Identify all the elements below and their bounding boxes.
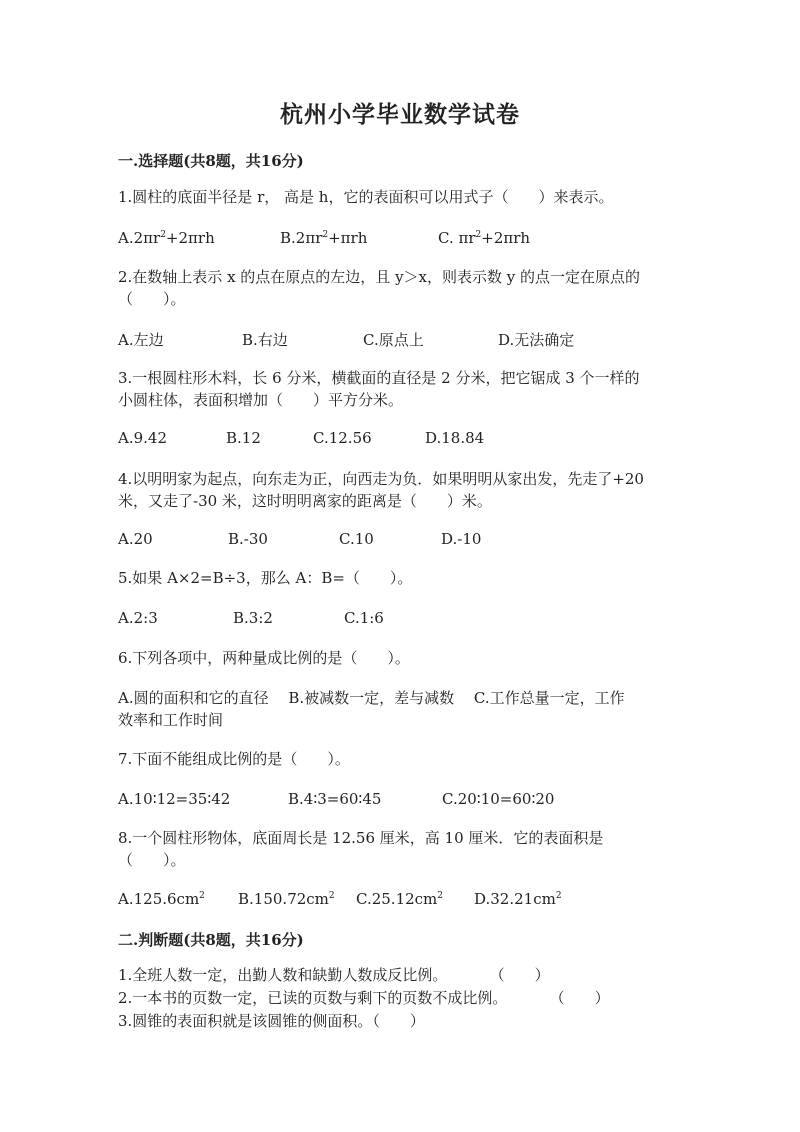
question-6-stem: 6.下列各项中，两种量成比例的是（ ）。 [118, 649, 410, 667]
question-8-option-d: $D.32.21cm^2$ [474, 890, 562, 908]
page-title: 杭州小学毕业数学试卷 [280, 101, 520, 128]
question-4-option-a: A.20 [118, 530, 153, 548]
question-8-option-c: $C.25.12cm^2$ [356, 890, 444, 908]
question-1-option-a: $A.2\pi r^2+2\pi rh$ [118, 229, 215, 247]
question-8-stem-line-1: 8.一个圆柱形物体，底面周长是 12.56 厘米，高 10 厘米．它的表面积是 [118, 829, 604, 847]
question-4-option-d: D.-10 [441, 530, 482, 548]
question-2-stem-line-1: 2.在数轴上表示 x 的点在原点的左边，且 y＞x，则表示数 y 的点一定在原点的 [118, 268, 641, 286]
question-3-option-a: A.9.42 [118, 429, 167, 447]
section-heading-choice: 一.选择题(共8题，共16分) [118, 152, 304, 170]
question-8-option-b: $B.150.72cm^2$ [238, 890, 335, 908]
question-7-option-c: C.20∶10=60∶20 [442, 790, 555, 808]
question-4-stem-line-2: 米，又走了-30 米，这时明明离家的距离是（ ）米。 [118, 492, 492, 510]
question-5-option-b: B.3:2 [233, 609, 273, 627]
question-7-stem: 7.下面不能组成比例的是（ ）。 [118, 750, 350, 768]
question-3-stem-line-1: 3.一根圆柱形木料，长 6 分米，横截面的直径是 2 分米，把它锯成 3 个一样的 [118, 369, 640, 387]
question-3-option-d: D.18.84 [425, 429, 485, 447]
question-4-option-c: C.10 [339, 530, 374, 548]
question-1-option-c: C. $\pi r^2+2\pi rh$ [438, 229, 531, 247]
question-6-options-line-2: 效率和工作时间 [118, 711, 224, 729]
question-5-option-c: C.1:6 [344, 609, 384, 627]
question-2-option-c: C.原点上 [363, 331, 424, 349]
judgment-1: 1.全班人数一定，出勤人数和缺勤人数成反比例。 （ ） [118, 966, 550, 984]
question-3-stem-line-2: 小圆柱体，表面积增加（ ）平方分米。 [118, 391, 404, 409]
question-6-options-line-1: A.圆的面积和它的直径 B.被减数一定，差与减数 C.工作总量一定，工作 [118, 689, 625, 707]
question-1-stem: 1.圆柱的底面半径是 r， 高是 h，它的表面积可以用式子（ ）来表示。 [118, 188, 614, 206]
judgment-2: 2.一本书的页数一定，已读的页数与剩下的页数不成比例。 （ ） [118, 989, 610, 1007]
question-8-stem-line-2: （ ）。 [118, 851, 186, 869]
question-4-option-b: B.-30 [228, 530, 268, 548]
section-heading-judgment: 二.判断题(共8题，共16分) [118, 931, 304, 949]
question-3-option-c: C.12.56 [313, 429, 372, 447]
question-2-option-a: A.左边 [118, 331, 164, 349]
question-5-option-a: A.2:3 [118, 609, 158, 627]
question-7-option-a: A.10∶12=35∶42 [118, 790, 231, 808]
question-3-option-b: B.12 [226, 429, 261, 447]
question-2-option-b: B.右边 [242, 331, 288, 349]
question-8-option-a: $A.125.6cm^2$ [118, 890, 205, 908]
question-4-stem-line-1: 4.以明明家为起点，向东走为正，向西走为负．如果明明从家出发，先走了+20 [118, 470, 644, 488]
question-7-option-b: B.4∶3=60∶45 [288, 790, 382, 808]
judgment-3: 3.圆锥的表面积就是该圆锥的侧面积。（ ） [118, 1012, 425, 1030]
question-1-option-b: $B.2\pi r^2+\pi rh$ [280, 229, 368, 247]
question-5-stem: 5.如果 A×2=B÷3，那么 A：B=（ ）。 [118, 569, 413, 587]
question-2-stem-line-2: （ ）。 [118, 290, 186, 308]
question-2-option-d: D.无法确定 [498, 331, 575, 349]
